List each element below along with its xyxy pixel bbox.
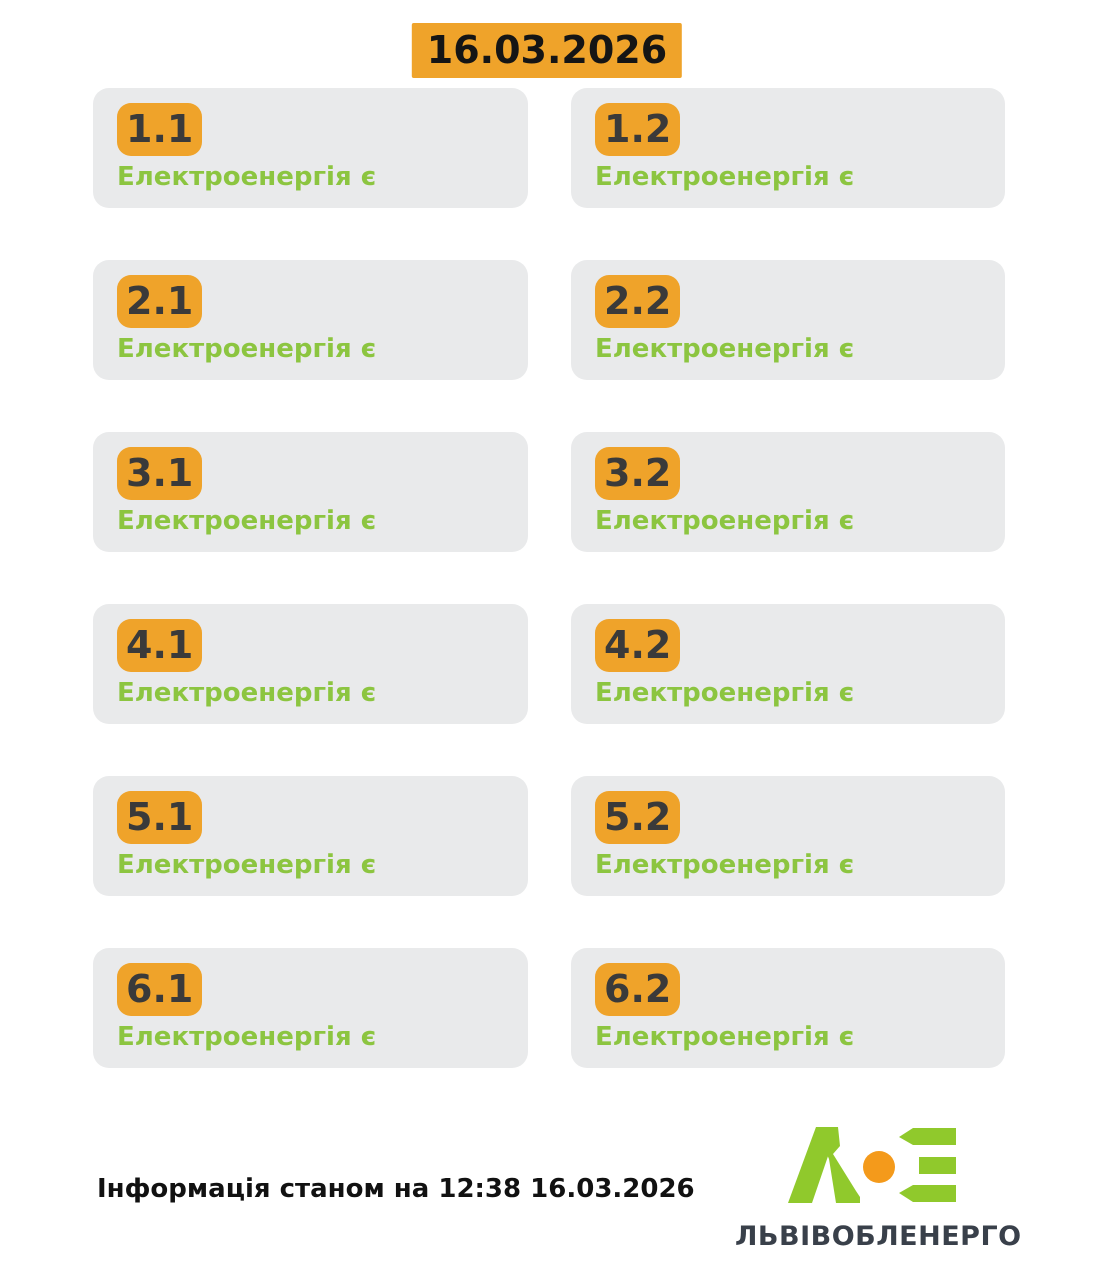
queue-number-badge: 5.2 xyxy=(595,791,680,844)
company-name: ЛЬВІВОБЛЕНЕРГО xyxy=(735,1221,1022,1252)
status-text: Електроенергія є xyxy=(117,334,377,364)
status-card xyxy=(571,432,1005,552)
status-text: Електроенергія є xyxy=(117,1022,377,1052)
status-card xyxy=(571,604,1005,724)
queue-number-badge: 3.2 xyxy=(595,447,680,500)
queue-number-badge: 6.1 xyxy=(117,963,202,1016)
status-text: Електроенергія є xyxy=(595,162,855,192)
status-card xyxy=(93,948,528,1068)
status-text: Електроенергія є xyxy=(117,162,377,192)
status-card xyxy=(93,776,528,896)
status-card xyxy=(93,604,528,724)
queue-number-badge: 1.2 xyxy=(595,103,680,156)
company-logo xyxy=(735,1127,1022,1252)
status-text: Електроенергія є xyxy=(117,506,377,536)
queue-number-badge: 4.1 xyxy=(117,619,202,672)
queue-number-badge: 4.2 xyxy=(595,619,680,672)
status-card xyxy=(93,432,528,552)
queue-number-badge: 2.2 xyxy=(595,275,680,328)
status-card xyxy=(571,88,1005,208)
queue-number-badge: 1.1 xyxy=(117,103,202,156)
status-text: Електроенергія є xyxy=(595,678,855,708)
status-card xyxy=(571,776,1005,896)
status-grid xyxy=(93,88,1005,1068)
status-text: Електроенергія є xyxy=(595,334,855,364)
status-card xyxy=(571,948,1005,1068)
status-card xyxy=(93,260,528,380)
status-text: Електроенергія є xyxy=(117,678,377,708)
status-text: Електроенергія є xyxy=(117,850,377,880)
status-text: Електроенергія є xyxy=(595,850,855,880)
info-timestamp: Інформація станом на 12:38 16.03.2026 xyxy=(97,1174,695,1204)
queue-number-badge: 6.2 xyxy=(595,963,680,1016)
queue-number-badge: 2.1 xyxy=(117,275,202,328)
queue-number-badge: 5.1 xyxy=(117,791,202,844)
queue-number-badge: 3.1 xyxy=(117,447,202,500)
status-text: Електроенергія є xyxy=(595,506,855,536)
date-header: 16.03.2026 xyxy=(412,23,682,78)
status-card xyxy=(571,260,1005,380)
status-card xyxy=(93,88,528,208)
loe-logo-icon xyxy=(786,1127,956,1205)
status-text: Електроенергія є xyxy=(595,1022,855,1052)
